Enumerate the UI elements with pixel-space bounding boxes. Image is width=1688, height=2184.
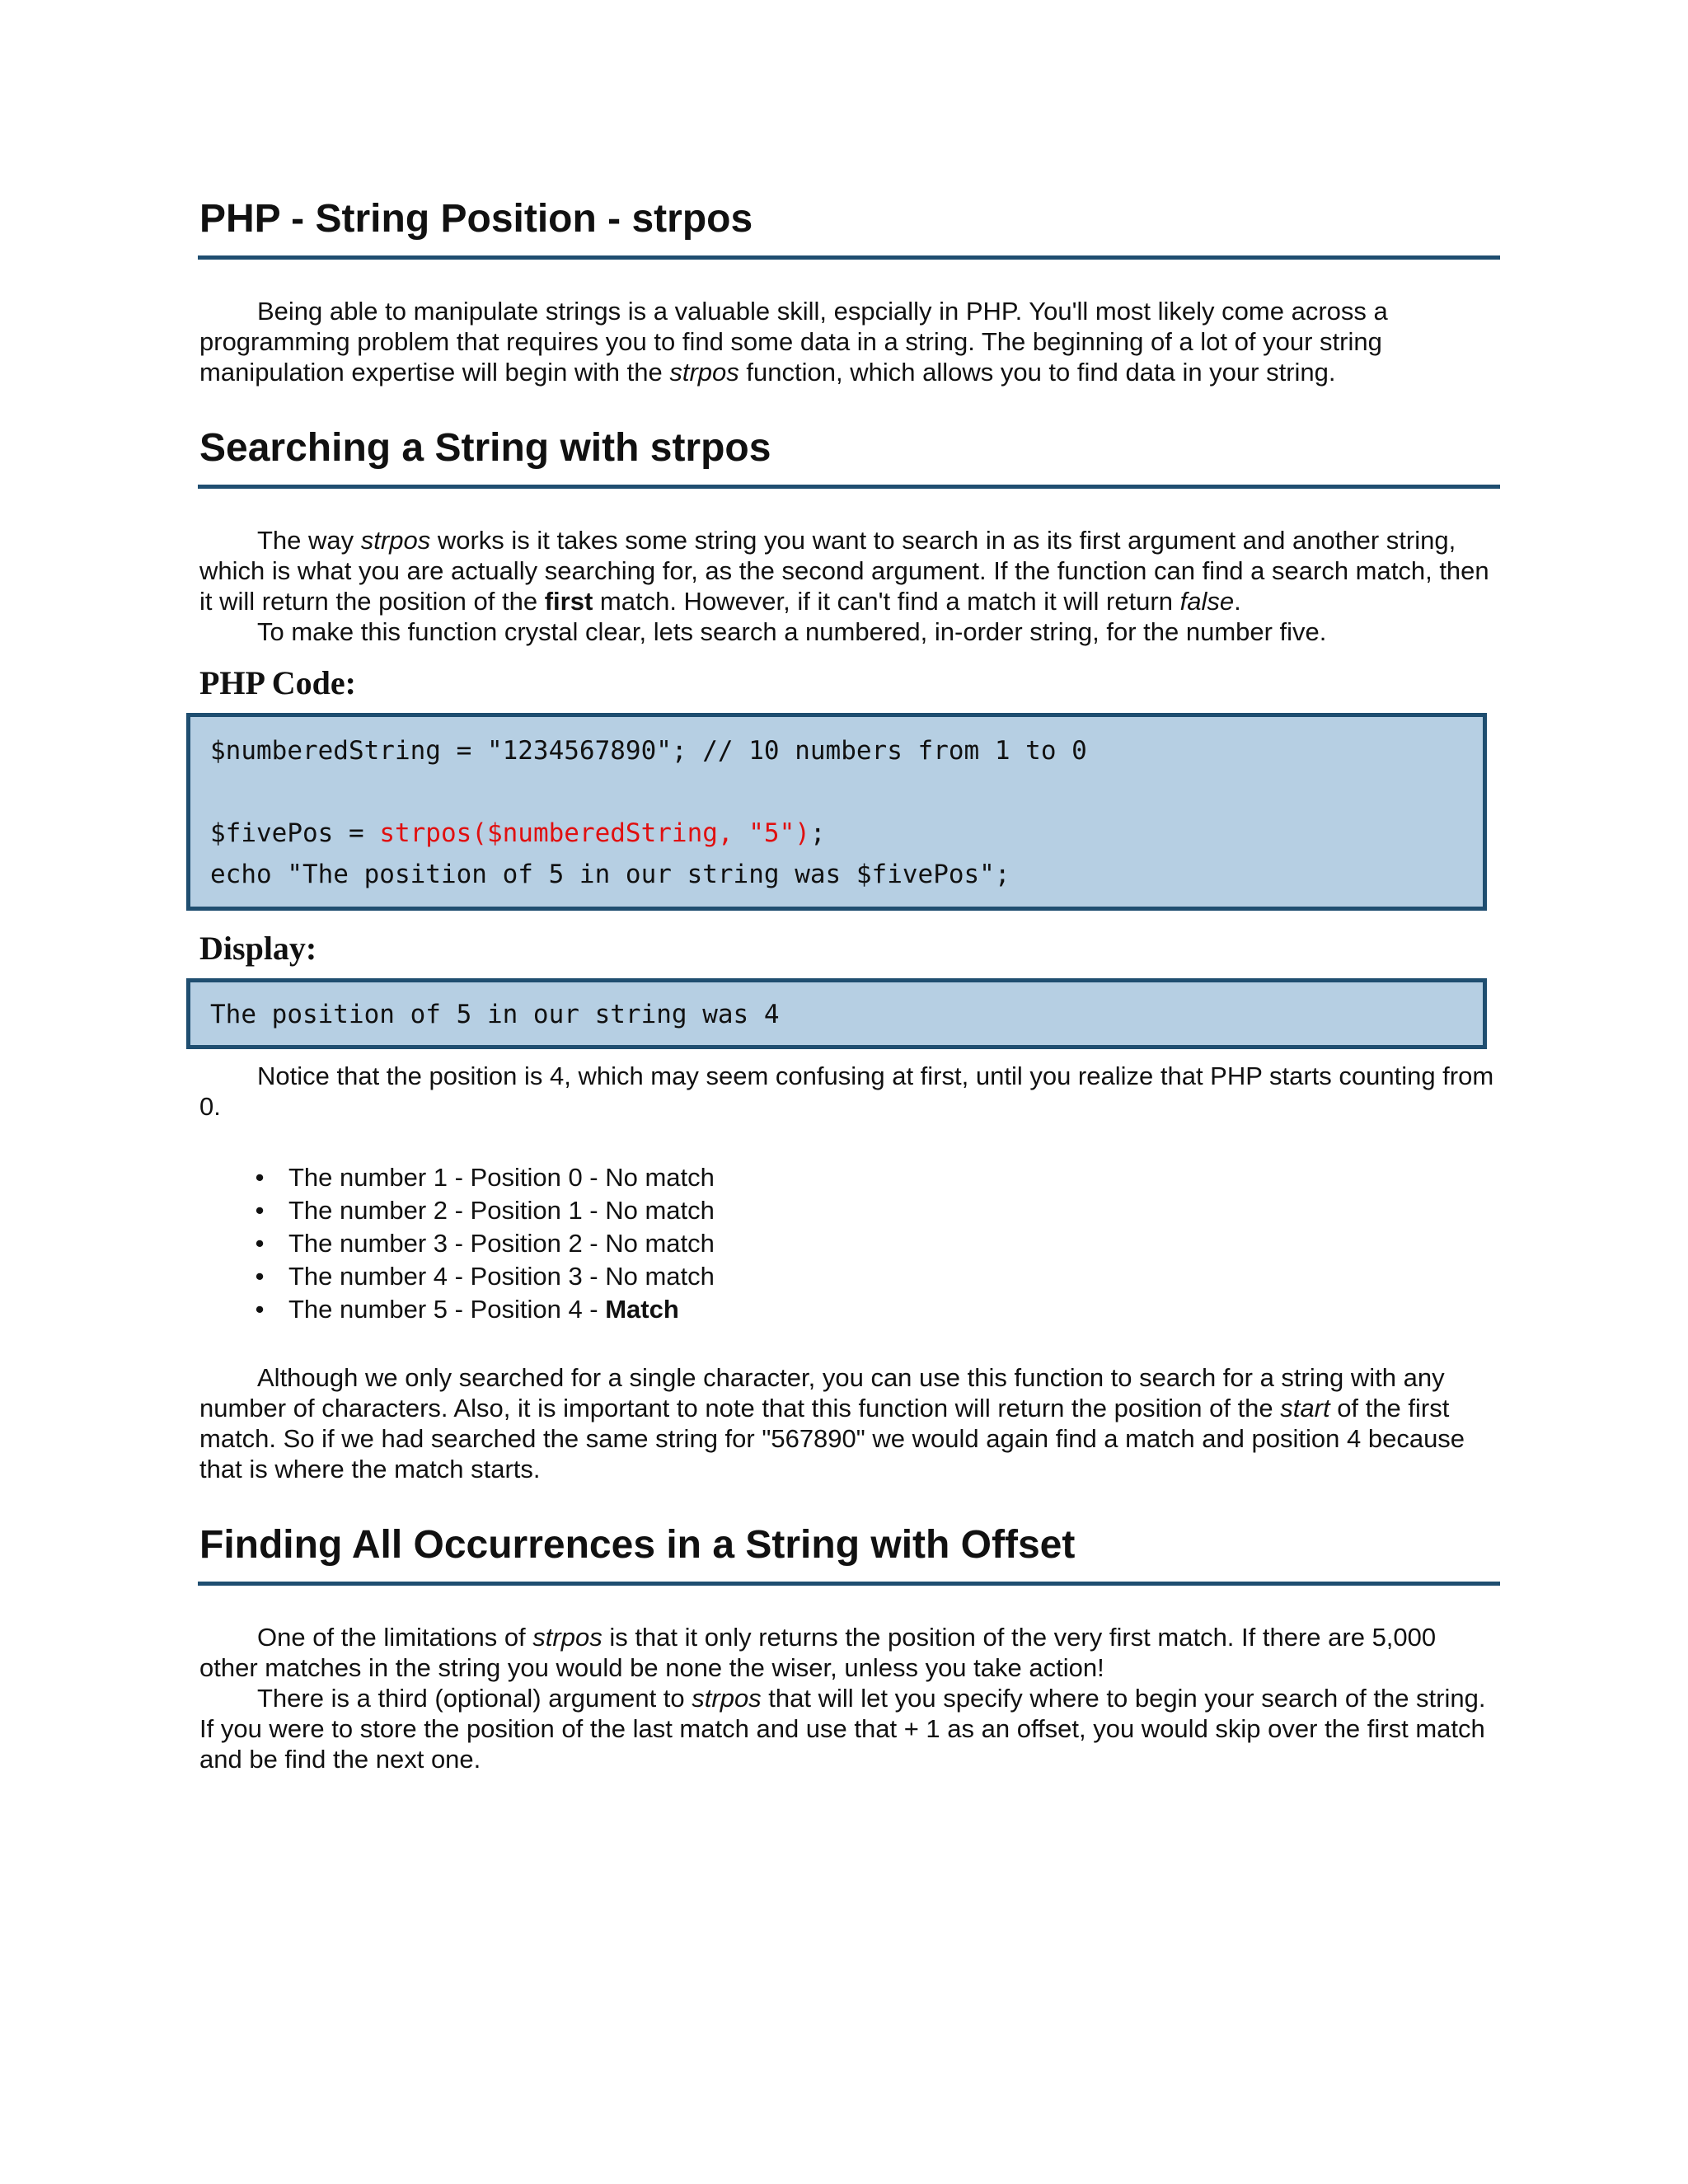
emphasis-strpos: strpos [532,1623,603,1652]
code-token: ; [809,818,826,848]
list-item-text: The number 3 - Position 2 - No match [288,1229,715,1258]
text-run: that will let you specify where to begin your search of the string. If you were to store the position of the last match and use that + 1 as an offset, you would skip over the first match and be find the next one. [199,1684,1486,1774]
strpos-explanation-paragraph [198,525,1500,616]
display-output-block: The position of 5 in our string was 4 [186,978,1487,1049]
emphasis-strpos: strpos [360,526,431,555]
code-token: $fivePos = [210,818,380,848]
text-run: works is it takes some string you want to search in as its first argument and another string, which is what you are actually searching for, as the second argument. If the function can find a search match, then it will return the position of the [199,526,1489,616]
list-item-text: The number 1 - Position 0 - No match [288,1163,715,1192]
text-run: The way [257,526,361,555]
bullet-icon: • [255,1163,265,1192]
list-item-text: The number 4 - Position 3 - No match [288,1262,715,1291]
position-notice-paragraph: Notice that the position is 4, which may seem confusing at first, until you realize that PHP starts counting from 0. [199,1062,1494,1121]
bullet-icon: • [255,1196,265,1225]
bullet-icon: • [255,1295,265,1324]
emphasis-strpos: strpos [692,1684,762,1713]
code-highlight-strpos-call: strpos($numberedString, "5") [379,818,810,848]
list-item [247,1227,1500,1260]
text-run: Although we only searched for a single character, you can use this function to search for a string with any number of characters. Also, it is important to note that this function will return the position of the [199,1363,1445,1422]
text-run: Being able to manipulate strings is a valuable skill, espcially in PHP. You'll most likely come across a programming problem that requires you to find some data in a string. The beginning of a lot of your string manipulation expertise will begin with the [199,297,1388,387]
code-line-3: echo "The position of 5 in our string was $fivePos"; [210,860,1010,889]
offset-paragraph [198,1683,1500,1774]
bullet-icon: • [255,1262,265,1291]
single-character-paragraph [198,1362,1500,1484]
list-item [247,1260,1500,1293]
strong-match: Match [605,1295,679,1324]
text-run: One of the limitations of [257,1623,533,1652]
limitations-paragraph [198,1622,1500,1683]
text-run: . [1234,587,1241,616]
emphasis-strpos: strpos [669,358,739,387]
document-content [198,194,1500,1774]
crystal-clear-paragraph: To make this function crystal clear, lets search a numbered, in-order string, for the number five. [257,617,1327,646]
text-run: of the first match. So if we had searched the same string for "567890" we would again find a match and position 4 because that is where the match starts. [199,1394,1465,1483]
code-line-1: $numberedString = "1234567890"; // 10 numbers from 1 to 0 [210,736,1087,766]
text-run: match. However, if it can't find a match it will return [593,587,1180,616]
php-code-block [186,713,1487,911]
text-run: function, which allows you to find data in your string. [738,358,1336,387]
heading-finding-all-occurrences: Finding All Occurrences in a String with Offset [198,1521,1500,1586]
list-item [247,1161,1500,1194]
text-run: is that it only returns the position of the very first match. If there are 5,000 other matches in the string you would be none the wiser, unless you take action! [199,1623,1437,1682]
list-item [247,1194,1500,1227]
bullet-icon: • [255,1229,265,1258]
strong-first: first [544,587,593,616]
emphasis-start: start [1280,1394,1330,1422]
display-label: Display: [199,930,317,967]
text-run: There is a third (optional) argument to [257,1684,692,1713]
php-code-label: PHP Code: [199,664,356,701]
heading-searching-string: Searching a String with strpos [198,424,1500,489]
list-item-text: The number 2 - Position 1 - No match [288,1196,715,1225]
list-item-text: The number 5 - Position 4 - [288,1295,606,1324]
code-line-2 [210,813,1483,854]
match-list [198,1161,1500,1326]
heading-php-string-position: PHP - String Position - strpos [198,194,1500,260]
list-item [247,1293,1500,1326]
intro-paragraph [198,296,1500,387]
emphasis-false: false [1179,587,1235,616]
